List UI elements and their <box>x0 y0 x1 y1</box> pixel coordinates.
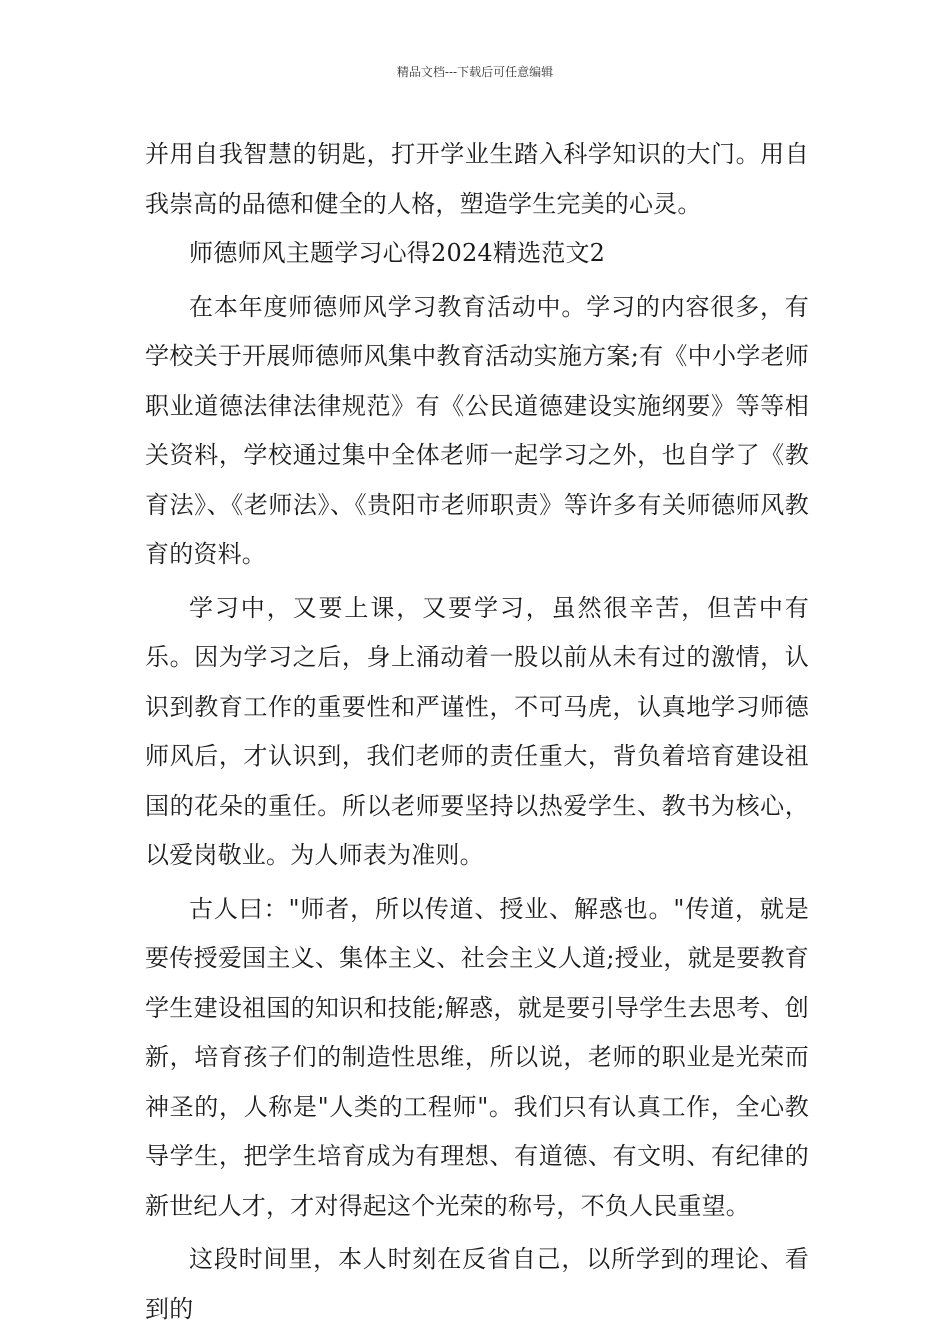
page-header: 精品文档---下载后可任意编辑 <box>396 65 554 79</box>
document-body <box>145 130 809 1334</box>
paragraph: 学习中，又要上课，又要学习，虽然很辛苦，但苦中有乐。因为学习之后，身上涌动着一股以前从未有过的激情，认识到教育工作的重要性和严谨性，不可马虎，认真地学习师德师风后，才认识到，我们老师的责任重大，背负着培育建设祖国的花朵的重任。所以老师要坚持以热爱学生、教书为核心，以爱岗敬业。为人师表为准则。 <box>145 593 809 869</box>
paragraph-continuation: 并用自我智慧的钥匙，打开学业生踏入科学知识的大门。用自我崇高的品德和健全的人格，塑造学生完美的心灵。 <box>145 140 809 218</box>
section-title: 师德师风主题学习心得2024精选范文2 <box>189 239 606 267</box>
paragraph: 这段时间里，本人时刻在反省自己，以所学到的理论、看到的 <box>145 1245 809 1323</box>
paragraph: 古人曰："师者，所以传道、授业、解惑也。"传道，就是要传授爱国主义、集体主义、社会主义人道;授业，就是要教育学生建设祖国的知识和技能;解惑，就是要引导学生去思考、创新，培育孩子们的制造性思维，所以说，老师的职业是光荣而神圣的，人称是"人类的工程师"。我们只有认真工作，全心教导学生，把学生培育成为有理想、有道德、有文明、有纪律的新世纪人才，才对得起这个光荣的称号，不负人民重望。 <box>145 894 809 1220</box>
paragraph: 在本年度师德师风学习教育活动中。学习的内容很多，有学校关于开展师德师风集中教育活动实施方案;有《中小学老师职业道德法律法律规范》有《公民道德建设实施纲要》等等相关资料，学校通过集中全体老师一起学习之外，也自学了《教育法》、《老师法》、《贵阳市老师职责》等许多有关师德师风教育的资料。 <box>145 292 809 568</box>
